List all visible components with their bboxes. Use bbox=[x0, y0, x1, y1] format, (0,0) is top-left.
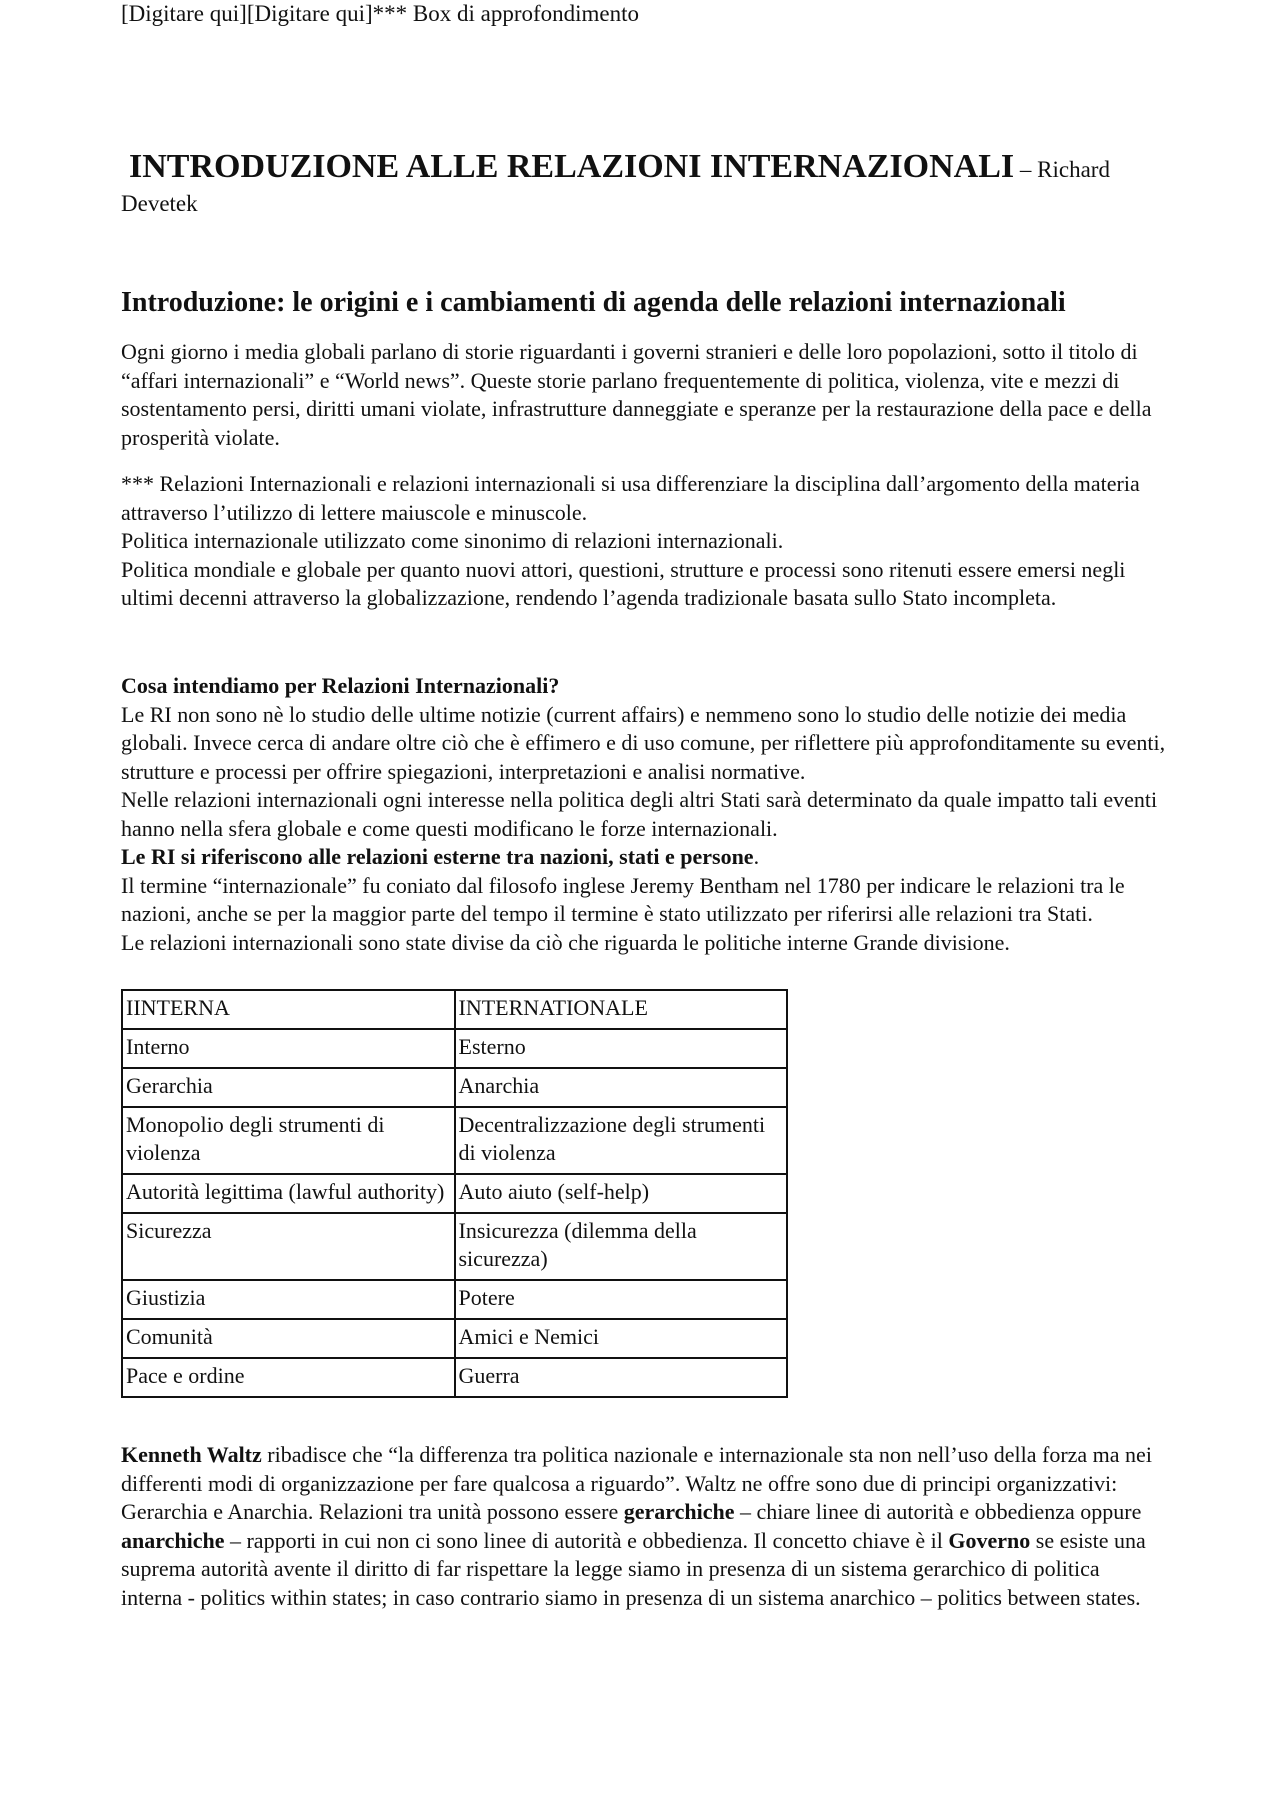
ri-definition-bold: Le RI si riferiscono alle relazioni esterne tra nazioni, stati e persone bbox=[121, 844, 754, 869]
intro-paragraph: Ogni giorno i media globali parlano di storie riguardanti i governi stranieri e delle loro popolazioni, sotto il titolo di “affari internazionali” e “World news”. Queste storie parlano frequentemente di politica, violenza, vite e mezzi di sostentamento persi, diritti umani violate, infrastrutture danneggiate e speranze per la restaurazione della pace e della prosperità violate. bbox=[121, 339, 1152, 450]
waltz-text-4: se esiste una suprema autorità avente il diritto di far rispettare la legge siamo in presenza di un sistema gerarchico di politica interna - politics within states; in caso contrario siamo in presenza di un sistema anarchico – politics between states. bbox=[121, 1527, 1146, 1610]
table-row bbox=[122, 1358, 787, 1397]
ri-paragraph-5: Le relazioni internazionali sono state divise da ciò che riguarda le politiche interne Grande divisione. bbox=[121, 929, 1010, 955]
waltz-term-anarchiche: anarchiche bbox=[121, 1527, 225, 1553]
table-row bbox=[122, 1029, 787, 1068]
ri-definition-end: . bbox=[753, 844, 760, 869]
table-cell: IINTERNA bbox=[122, 990, 455, 1029]
waltz-name: Kenneth Waltz bbox=[121, 1442, 262, 1467]
ri-paragraph-4: Il termine “internazionale” fu coniato dal filosofo inglese Jeremy Bentham nel 1780 per indicare le relazioni tra le nazioni, anche se per la maggior parte del tempo il termine è stato utilizzato per riferirsi alle relazioni tra Stati. bbox=[121, 872, 1125, 926]
table-row bbox=[122, 990, 787, 1029]
table-row bbox=[122, 1280, 787, 1319]
waltz-text-3: – rapporti in cui non ci sono linee di autorità e obbedienza. Il concetto chiave è il bbox=[224, 1527, 949, 1553]
ri-paragraph-3 bbox=[121, 843, 1166, 872]
title-main: INTRODUZIONE ALLE RELAZIONI INTERNAZIONALI bbox=[129, 148, 1015, 185]
division-table bbox=[121, 989, 788, 1398]
table-cell: Decentralizzazione degli strumenti di violenza bbox=[455, 1107, 788, 1174]
box-line-2: Politica internazionale utilizzato come sinonimo di relazioni internazionali. bbox=[121, 528, 784, 553]
table-row bbox=[122, 1068, 787, 1107]
page-header: [Digitare qui][Digitare qui]*** Box di approfondimento bbox=[121, 1, 640, 26]
table-row bbox=[122, 1107, 787, 1174]
table-cell: Gerarchia bbox=[122, 1068, 455, 1107]
waltz-text-2: – chiare linee di autorità e obbedienza oppure bbox=[734, 1499, 1142, 1524]
section-heading: Introduzione: le origini e i cambiamenti di agenda delle relazioni internazionali bbox=[121, 287, 1066, 318]
table-cell: Comunità bbox=[122, 1319, 455, 1358]
approfondimento-box bbox=[121, 470, 1166, 613]
table-cell: Pace e ordine bbox=[122, 1358, 455, 1397]
table-row bbox=[122, 1213, 787, 1280]
table-row bbox=[122, 1319, 787, 1358]
table-cell: Anarchia bbox=[455, 1068, 788, 1107]
ri-paragraph-1: Le RI non sono nè lo studio delle ultime notizie (current affairs) e nemmeno sono lo studio delle notizie dei media globali. Invece cerca di andare oltre ciò che è effimero e di uso comune, per riflettere più approfonditamente su eventi, strutture e processi per offrire spiegazioni, interpretazioni e analisi normative. bbox=[121, 701, 1166, 784]
table-cell: Potere bbox=[455, 1280, 788, 1319]
table-cell: Sicurezza bbox=[122, 1213, 455, 1280]
box-line-1: *** Relazioni Internazionali e relazioni internazionali si usa differenziare la disciplina dall’argomento della materia attraverso l’utilizzo di lettere maiuscole e minuscole. bbox=[121, 471, 1140, 525]
table-cell: Guerra bbox=[455, 1358, 788, 1397]
table-cell: Insicurezza (dilemma della sicurezza) bbox=[455, 1213, 788, 1280]
document-title bbox=[121, 150, 1181, 221]
table-cell: Auto aiuto (self-help) bbox=[455, 1174, 788, 1213]
ri-question-heading: Cosa intendiamo per Relazioni Internazionali? bbox=[121, 673, 560, 698]
ri-paragraph-2: Nelle relazioni internazionali ogni interesse nella politica degli altri Stati sarà determinato da quale impatto tali eventi hanno nella sfera globale e come questi modificano le forze internazionali. bbox=[121, 787, 1158, 841]
box-line-3: Politica mondiale e globale per quanto nuovi attori, questioni, strutture e processi sono ritenuti essere emersi negli ultimi decenni attraverso la globalizzazione, rendendo l’agenda tradizionale basata sullo Stato incompleta. bbox=[121, 556, 1126, 610]
table-cell: Monopolio degli strumenti di violenza bbox=[122, 1107, 455, 1174]
waltz-text-1: ribadisce che “la differenza tra politica nazionale e internazionale sta non nell’uso della forza ma nei differenti modi di organizzazione per fare qualcosa a riguardo”. Waltz ne offre sono due di principi organizzativi: Gerarchia e Anarchia. Relazioni tra unità possono essere bbox=[121, 1442, 1152, 1524]
table-cell: Interno bbox=[122, 1029, 455, 1068]
title-author: – Richard Devetek bbox=[121, 157, 1110, 216]
waltz-term-governo: Governo bbox=[948, 1527, 1031, 1553]
ri-section bbox=[121, 672, 1166, 957]
table-cell: Esterno bbox=[455, 1029, 788, 1068]
table-cell: INTERNATIONALE bbox=[455, 990, 788, 1029]
table-cell: Giustizia bbox=[122, 1280, 455, 1319]
waltz-paragraph bbox=[121, 1441, 1166, 1612]
table-cell: Amici e Nemici bbox=[455, 1319, 788, 1358]
table-row bbox=[122, 1174, 787, 1213]
waltz-term-gerarchiche: gerarchiche bbox=[623, 1499, 735, 1524]
table-cell: Autorità legittima (lawful authority) bbox=[122, 1174, 455, 1213]
